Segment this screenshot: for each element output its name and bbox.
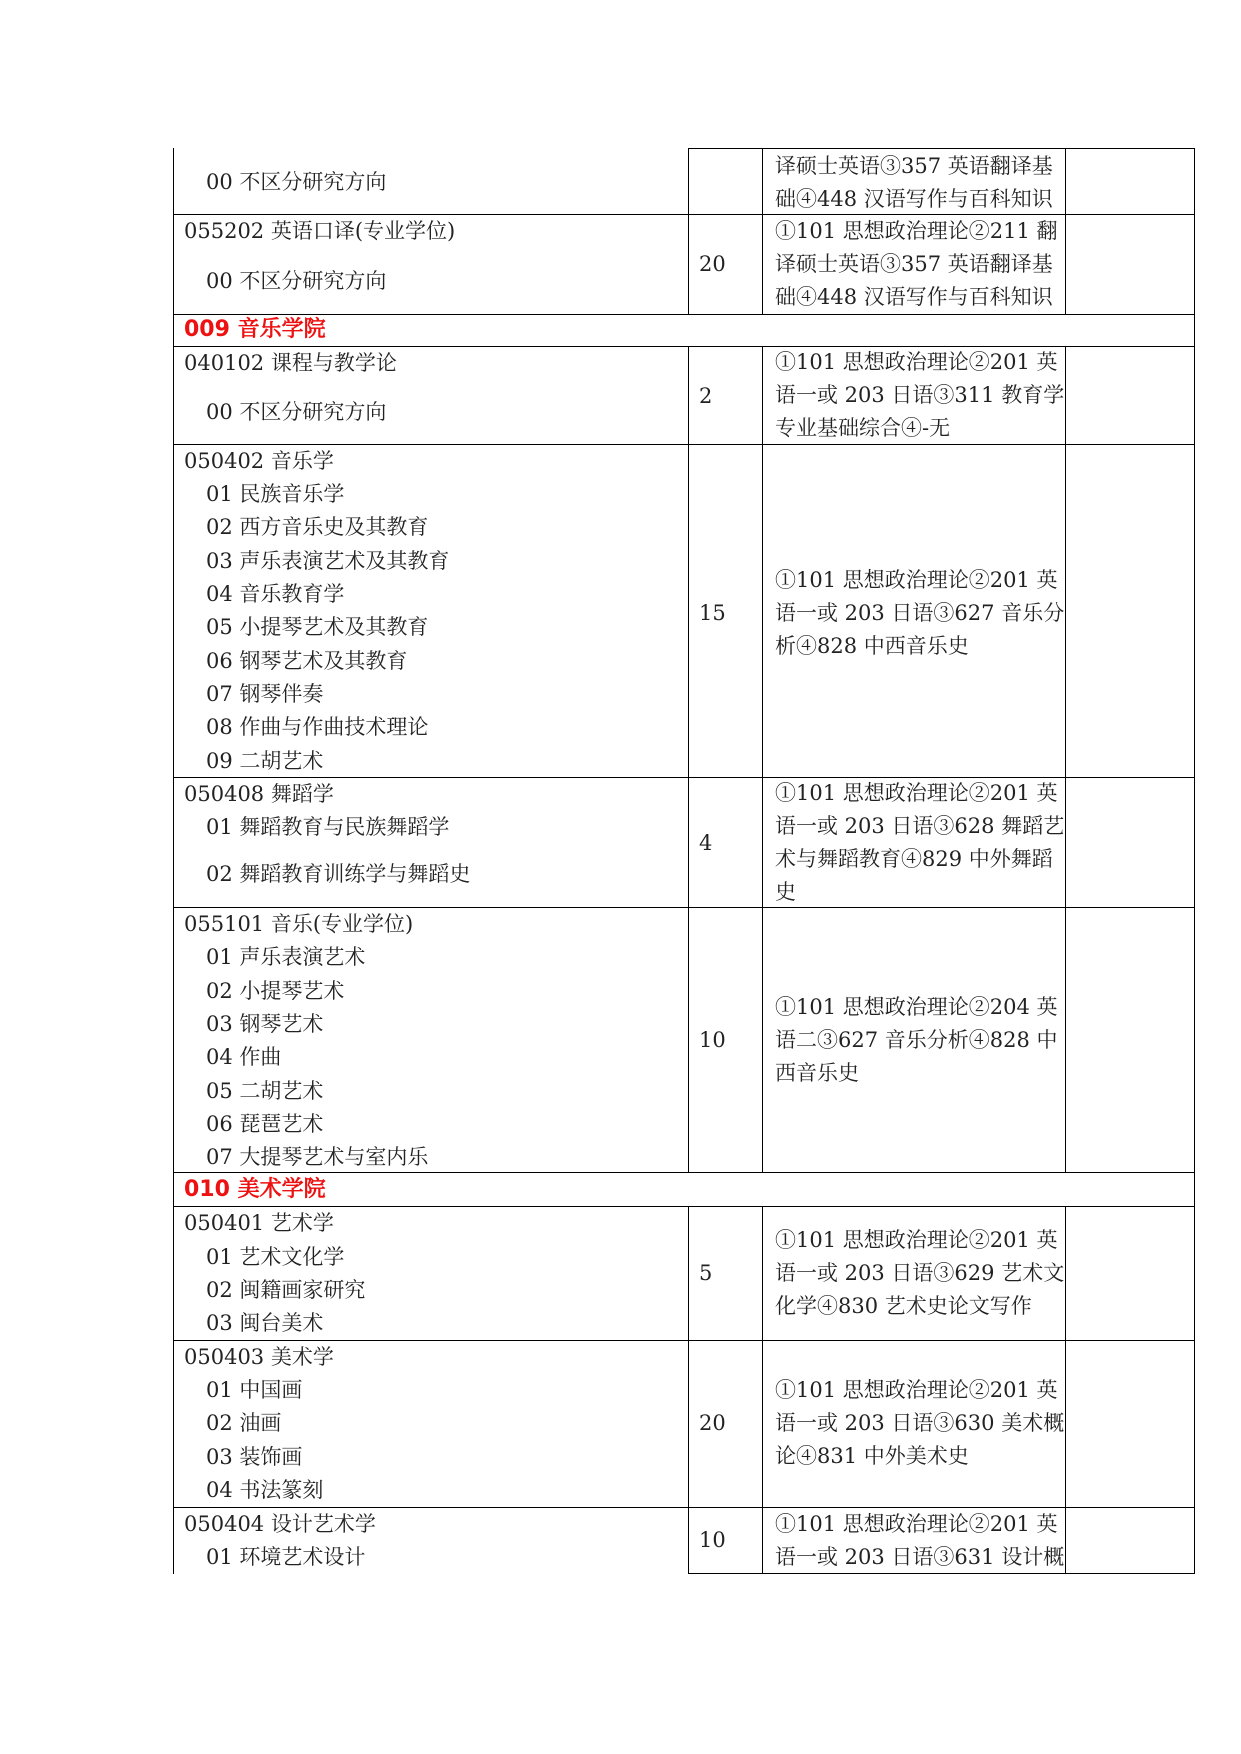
enrollment-count: 2 — [699, 384, 713, 408]
major-name: 040102 课程与教学论 — [184, 351, 397, 375]
direction-item: 02 闽籍画家研究 — [206, 1278, 366, 1302]
major-name: 050402 音乐学 — [184, 449, 334, 473]
col-divider-count — [688, 1206, 689, 1574]
col-divider-count — [688, 346, 689, 1172]
major-name: 050401 艺术学 — [184, 1211, 334, 1235]
exam-subjects: ①101 思想政治理论②201 英 语一或 203 日语③627 音乐分 析④828 中西音乐史 — [775, 568, 1065, 658]
enrollment-count: 10 — [699, 1528, 726, 1552]
col-divider-remark — [1065, 148, 1066, 314]
major-name: 050404 设计艺术学 — [184, 1512, 376, 1536]
col-divider-exam — [762, 346, 763, 1172]
direction-item: 03 闽台美术 — [206, 1311, 324, 1335]
direction-item: 01 中国画 — [206, 1378, 303, 1402]
major-name: 050408 舞蹈学 — [184, 782, 334, 806]
direction-item: 07 钢琴伴奏 — [206, 682, 324, 706]
direction-item: 06 钢琴艺术及其教育 — [206, 649, 408, 673]
major-name: 050403 美术学 — [184, 1345, 334, 1369]
college-heading: 010 美术学院 — [184, 1177, 326, 1202]
direction-item: 03 装饰画 — [206, 1445, 303, 1469]
enrollment-count: 20 — [699, 1411, 726, 1435]
enrollment-count: 5 — [699, 1261, 713, 1285]
direction-item: 02 油画 — [206, 1411, 282, 1435]
direction-item: 00 不区分研究方向 — [206, 170, 387, 194]
enrollment-count: 15 — [699, 601, 726, 625]
enrollment-count: 10 — [699, 1028, 726, 1052]
table-right-border — [1194, 314, 1195, 1172]
direction-item: 01 民族音乐学 — [206, 482, 345, 506]
enrollment-count: 4 — [699, 831, 713, 855]
exam-subjects: ①101 思想政治理论②211 翻 译硕士英语③357 英语翻译基 础④448 汉语写作与百科知识 — [775, 219, 1058, 309]
exam-subjects: ①101 思想政治理论②201 英 语一或 203 日语③628 舞蹈艺 术与舞蹈教育④829 中外舞蹈 史 — [775, 781, 1065, 904]
exam-subjects: ①101 思想政治理论②201 英 语一或 203 日语③629 艺术文 化学④830 艺术史论文写作 — [775, 1228, 1065, 1318]
direction-item: 06 琵琶艺术 — [206, 1112, 324, 1136]
col-divider-remark — [1065, 346, 1066, 1172]
direction-item: 07 大提琴艺术与室内乐 — [206, 1145, 429, 1169]
college-heading: 009 音乐学院 — [184, 317, 326, 342]
col-divider-remark — [1065, 1206, 1066, 1574]
direction-item: 04 书法篆刻 — [206, 1478, 324, 1502]
major-name: 055101 音乐(专业学位) — [184, 912, 414, 936]
table-left-border — [173, 148, 174, 1574]
direction-item: 03 钢琴艺术 — [206, 1012, 324, 1036]
col-divider-exam — [762, 148, 763, 314]
direction-item: 00 不区分研究方向 — [206, 269, 387, 293]
direction-item: 05 小提琴艺术及其教育 — [206, 615, 429, 639]
direction-item: 09 二胡艺术 — [206, 749, 324, 773]
exam-subjects: ①101 思想政治理论②201 英 语一或 203 日语③630 美术概 论④831 中外美术史 — [775, 1378, 1065, 1468]
direction-item: 04 作曲 — [206, 1045, 282, 1069]
direction-item: 05 二胡艺术 — [206, 1079, 324, 1103]
direction-item: 01 艺术文化学 — [206, 1245, 345, 1269]
direction-item: 00 不区分研究方向 — [206, 400, 387, 424]
direction-item: 03 声乐表演艺术及其教育 — [206, 549, 450, 573]
direction-item: 01 声乐表演艺术 — [206, 945, 366, 969]
exam-subjects: ①101 思想政治理论②204 英 语二③627 音乐分析④828 中 西音乐史 — [775, 995, 1058, 1085]
direction-item: 02 舞蹈教育训练学与舞蹈史 — [206, 862, 471, 886]
col-divider-exam — [762, 1206, 763, 1574]
direction-item: 01 环境艺术设计 — [206, 1545, 366, 1569]
direction-item: 02 小提琴艺术 — [206, 979, 345, 1003]
direction-item: 04 音乐教育学 — [206, 582, 345, 606]
table-right-border — [1194, 148, 1195, 314]
table-right-border — [1194, 1172, 1195, 1574]
major-name: 055202 英语口译(专业学位) — [184, 219, 456, 243]
table-top-border — [688, 148, 1195, 149]
exam-subjects: ①101 思想政治理论②201 英 语一或 203 日语③631 设计概 — [775, 1512, 1065, 1569]
col-divider-count — [688, 148, 689, 314]
exam-subjects: ①101 思想政治理论②201 英 语一或 203 日语③311 教育学 专业基础综合④-无 — [775, 350, 1065, 440]
direction-item: 01 舞蹈教育与民族舞蹈学 — [206, 815, 450, 839]
exam-subjects: 译硕士英语③357 英语翻译基 础④448 汉语写作与百科知识 — [775, 154, 1053, 211]
row-divider — [173, 314, 1195, 315]
enrollment-count: 20 — [699, 252, 726, 276]
direction-item: 02 西方音乐史及其教育 — [206, 515, 429, 539]
direction-item: 08 作曲与作曲技术理论 — [206, 715, 429, 739]
